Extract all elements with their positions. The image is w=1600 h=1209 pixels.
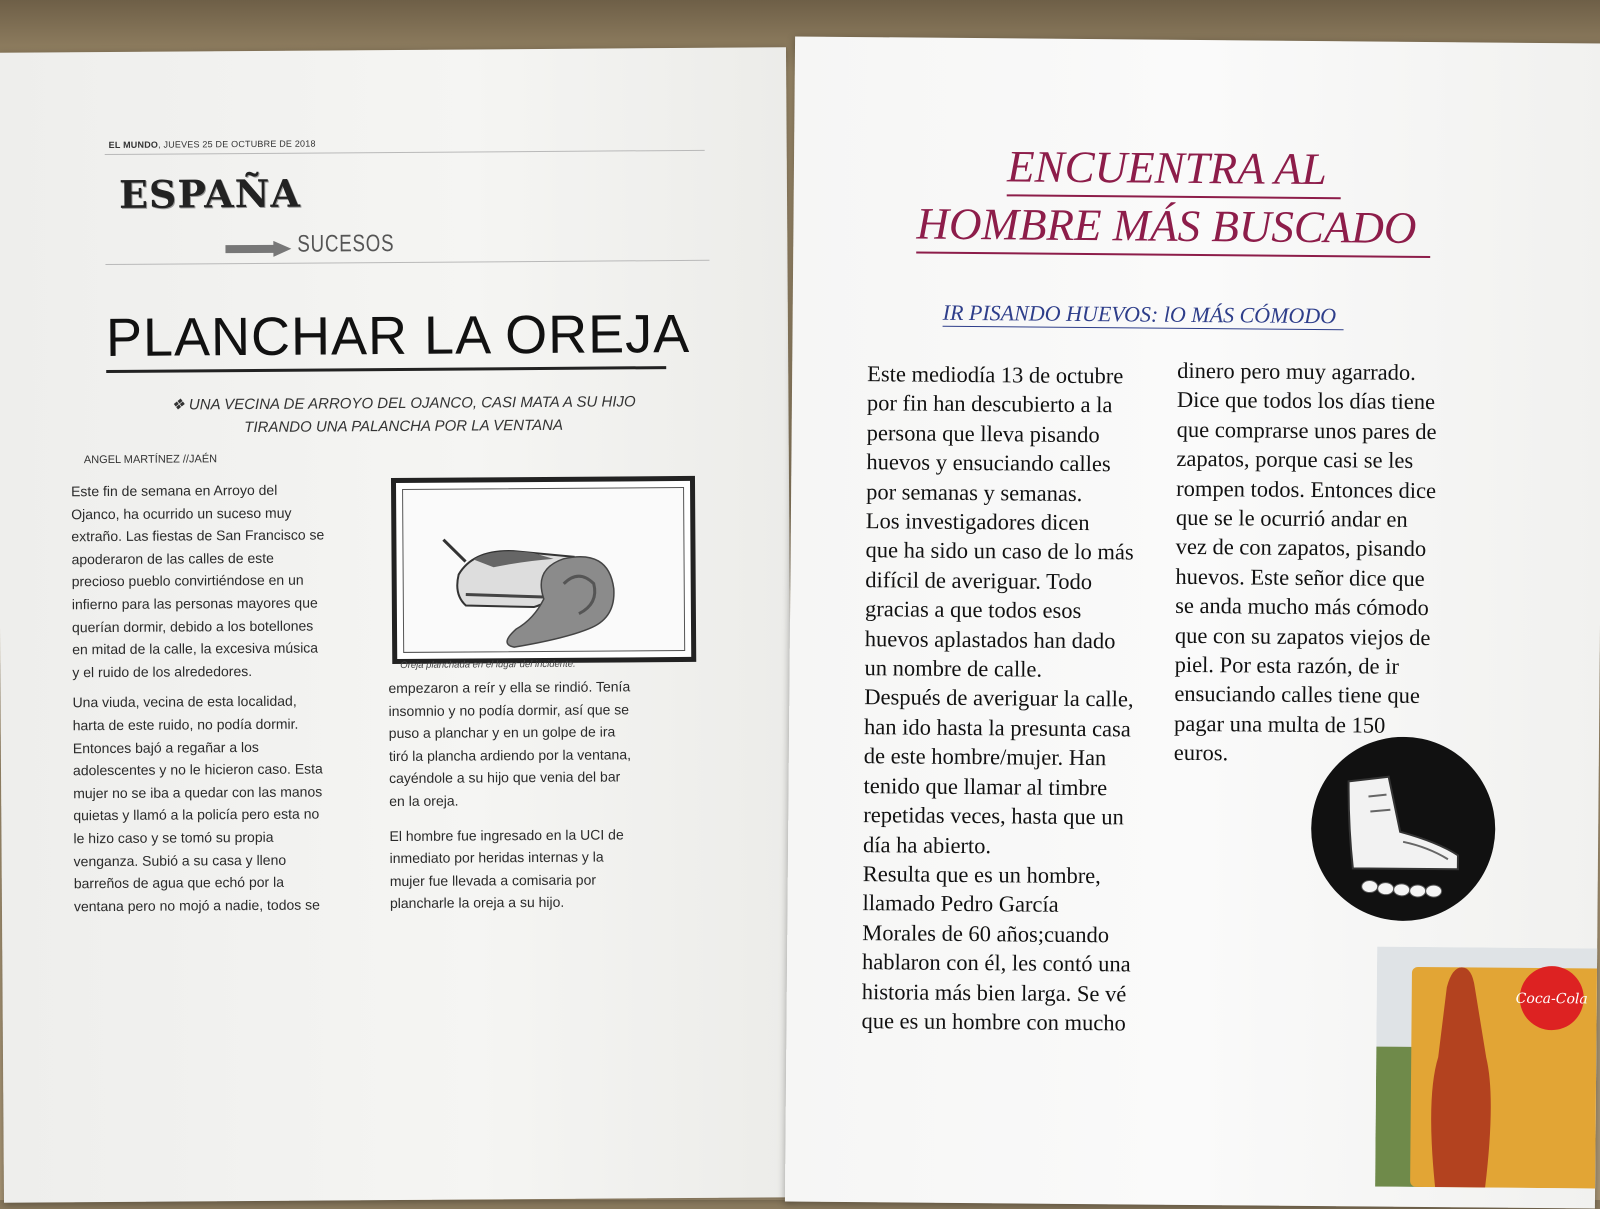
bullet-icon: ❖ xyxy=(171,396,185,414)
text-line: difícil de averiguar. Todo xyxy=(865,566,1093,594)
iron-ear-photo xyxy=(391,476,696,664)
text-line: en mitad de la calle, la excesiva música xyxy=(72,639,319,658)
text-line: día ha abierto. xyxy=(862,831,992,858)
text-line: empezaron a reír y ella se rindió. Tenía xyxy=(388,678,631,697)
text-line: llamado Pedro García xyxy=(862,890,1059,918)
text-line: barreños de agua que echó por la xyxy=(73,873,285,892)
text-line: persona que lleva pisando xyxy=(866,419,1100,447)
text-line: historia más bien larga. Se vé xyxy=(861,978,1127,1006)
iron-icon xyxy=(403,488,684,652)
section-rule xyxy=(105,260,709,265)
text-line: ventana pero no mojó a nadie, todos se xyxy=(73,896,320,914)
text-line: plancharle la oreja a su hijo. xyxy=(389,894,565,912)
article-column-1 xyxy=(71,478,374,925)
text-line: El hombre fue ingresado en la UCI de xyxy=(389,825,624,844)
text-line: de este hombre/mujer. Han xyxy=(863,743,1107,771)
dateline: EL MUNDO, JUEVES 25 DE OCTUBRE DE 2018 xyxy=(108,138,316,150)
text-line: han ido hasta la presunta casa xyxy=(863,713,1131,742)
text-line: precioso pueblo convirtiéndose en un xyxy=(71,572,304,590)
text-line: Una viuda, vecina de esta localidad, xyxy=(72,693,297,711)
text-line: que comprarse unos pares de xyxy=(1176,416,1437,444)
text-line: Los investigadores dicen xyxy=(865,508,1090,536)
text-line: Después de averiguar la calle, xyxy=(864,684,1134,712)
text-line: que ha sido un caso de lo más xyxy=(865,537,1134,565)
arrow-right-icon xyxy=(225,241,291,257)
boot-eggs-icon xyxy=(1307,736,1499,928)
text-line: ensuciando calles tiene que xyxy=(1174,681,1421,709)
text-line: Morales de 60 años;cuando xyxy=(862,919,1110,947)
text-line: huevos y ensuciando calles xyxy=(866,449,1111,477)
text-line: piel. Por esta razón, de ir xyxy=(1174,651,1400,679)
text-line: en la oreja. xyxy=(389,792,459,810)
text-line: Este mediodía 13 de octubre xyxy=(867,361,1124,389)
text-line: por semanas y semanas. xyxy=(866,478,1083,506)
article-column-1 xyxy=(861,359,1202,1038)
paragraph xyxy=(388,675,689,813)
section-title: ESPAÑA xyxy=(118,170,302,217)
paragraph xyxy=(71,478,372,683)
text-line: le hizo caso y se tomó su propia xyxy=(73,828,274,847)
text-line: dinero pero muy agarrado. xyxy=(1177,357,1416,385)
text-line: se anda mucho más cómodo xyxy=(1175,593,1429,621)
text-line: euros. xyxy=(1173,740,1229,766)
byline: ANGEL MARTÍNEZ //JAÉN xyxy=(83,453,218,467)
top-rule xyxy=(105,150,705,155)
text-line: mujer fue llevada a comisaria por xyxy=(389,871,597,889)
text-line: zapatos, porque casi se les xyxy=(1176,446,1414,474)
paragraph xyxy=(72,690,374,918)
title-line-2: HOMBRE MÁS BUSCADO xyxy=(916,196,1430,258)
text-line: infierno para las personas mayores que xyxy=(71,594,318,613)
text-line: y el ruido de los alrededores. xyxy=(72,662,253,681)
text-line: harta de este ruido, no podía dormir. xyxy=(72,715,299,734)
article-column-2 xyxy=(388,675,690,923)
text-line: por fin han descubierto a la xyxy=(866,390,1113,418)
text-line: extraño. Las fiestas de San Francisco se xyxy=(71,526,325,545)
article-title xyxy=(853,137,1494,259)
text-line: quietas y llamó a la policía pero esta no xyxy=(73,805,320,824)
text-line: vez de con zapatos, pisando xyxy=(1175,534,1427,562)
article-column-2 xyxy=(1174,356,1518,771)
text-line: apoderaron de las calles de este xyxy=(71,549,274,568)
text-line: Este fin de semana en Arroyo del xyxy=(71,481,278,500)
right-newspaper-page xyxy=(785,36,1600,1208)
text-line: puso a planchar y en un golpe de ira xyxy=(388,723,616,742)
text-line: mujer no se iba a quedar con las manos xyxy=(73,783,323,801)
text-line: tenido que llamar al timbre xyxy=(863,772,1108,800)
deck xyxy=(138,390,668,440)
subsection-title: SUCESOS xyxy=(297,229,395,258)
text-line: querían dormir, debido a los botellones xyxy=(71,617,314,635)
text-line: inmediato por heridas internas y la xyxy=(389,848,604,867)
coca-cola-photo xyxy=(1375,947,1600,1189)
text-line: Entonces bajó a regañar a los xyxy=(72,738,259,756)
paragraph xyxy=(389,823,690,915)
text-line: que con su zapatos viejos de xyxy=(1174,622,1431,650)
coca-cola-logo-text: Coca-Cola xyxy=(1515,990,1588,1008)
text-line: adolescentes y no le hicieron caso. Esta xyxy=(72,760,323,779)
text-line: venganza. Subió a su casa y lleno xyxy=(73,851,287,869)
text-line: un nombre de calle. xyxy=(864,655,1043,682)
text-line: Resulta que es un hombre, xyxy=(862,861,1101,889)
article-subtitle: IR PISANDO HUEVOS: lO MÁS CÓMODO xyxy=(943,300,1345,331)
photo-caption: Oreja planchada en el lugar del incidente. xyxy=(400,658,576,671)
text-line: huevos aplastados han dado xyxy=(864,625,1116,653)
text-line: que es un hombre con mucho xyxy=(861,1008,1126,1036)
left-newspaper-page xyxy=(0,47,794,1202)
title-line-1: ENCUENTRA AL xyxy=(1007,138,1341,199)
text-line: pagar una multa de 150 xyxy=(1174,710,1386,738)
text-line: tiró la plancha ardiendo por la ventana, xyxy=(388,746,632,764)
headline: PLANCHAR LA OREJA xyxy=(105,303,691,369)
text-line: que se le ocurrió andar en xyxy=(1175,504,1408,532)
text-line: huevos. Este señor dice que xyxy=(1175,563,1425,591)
text-line: cayéndole a su hijo que venia del bar xyxy=(389,768,621,787)
text-line: hablaron con él, les contó una xyxy=(861,949,1131,977)
text-line: Ojanco, ha ocurrido un suceso muy xyxy=(71,504,292,522)
text-line: insomnio y no podía dormir, así que se xyxy=(388,700,630,719)
text-line: repetidas veces, hasta que un xyxy=(863,802,1124,830)
text-line: gracias a que todos esos xyxy=(864,596,1082,624)
text-line: rompen todos. Entonces dice xyxy=(1176,475,1437,503)
text-line: Dice que todos los días tiene xyxy=(1176,387,1436,415)
deck-text: UNA VECINA DE ARROYO DEL OJANCO, CASI MATA A SU HIJO TIRANDO UNA PALANCHA POR LA VENTANA xyxy=(188,393,636,437)
